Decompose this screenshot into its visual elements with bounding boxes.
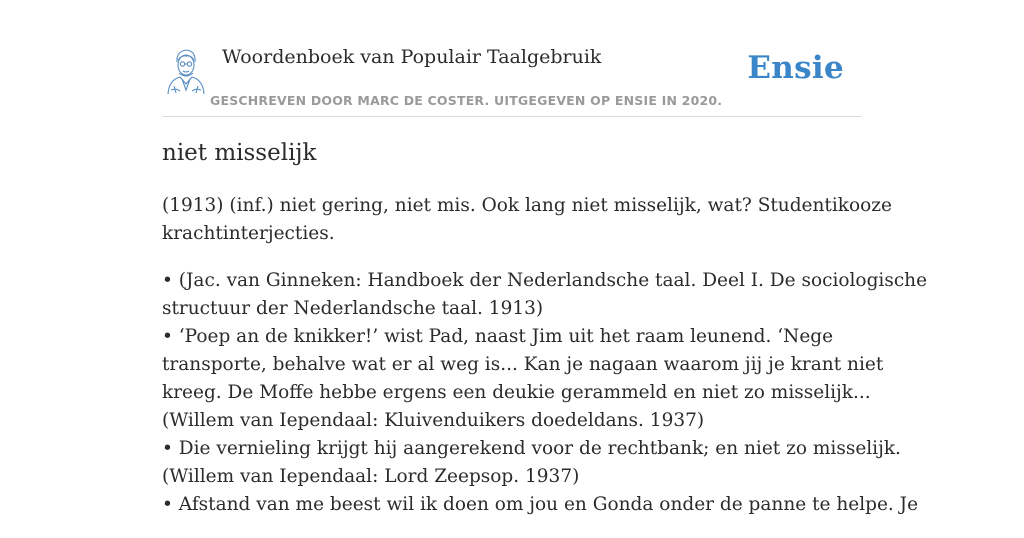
definition-line: (1913) (inf.) niet gering, niet mis. Ook lang niet misselijk, wat? Studentikooze [162, 195, 892, 216]
quote-line: transporte, behalve wat er al weg is... Kan je nagaan waarom jij je krant niet [162, 354, 884, 375]
entry-body [162, 192, 928, 538]
quote-line: structuur der Nederlandsche taal. 1913) [162, 298, 544, 319]
quote-line: • Die vernieling krijgt hij aangerekend voor de rechtbank; en niet zo misselijk. [162, 438, 901, 459]
quotes-paragraph [162, 267, 928, 519]
entry-title: niet misselijk [162, 140, 317, 166]
definition-paragraph [162, 192, 892, 248]
portrait-icon [164, 46, 208, 94]
quote-line: • ‘Poep an de knikker!’ wist Pad, naast Jim uit het raam leunend. ‘Nege [162, 326, 834, 347]
ensie-logo[interactable]: Ensie [747, 50, 844, 86]
quote-line: • (Jac. van Ginneken: Handboek der Nederlandsche taal. Deel I. De sociologische [162, 270, 928, 291]
book-title[interactable]: Woordenboek van Populair Taalgebruik [222, 46, 602, 68]
quote-line: • Afstand van me beest wil ik doen om jou en Gonda onder de panne te helpe. Je [162, 494, 919, 515]
definition-line: krachtinterjecties. [162, 223, 335, 244]
byline: GESCHREVEN DOOR MARC DE COSTER. UITGEGEVEN OP ENSIE IN 2020. [210, 93, 723, 108]
header [162, 40, 862, 117]
quote-line: (Willem van Iependaal: Lord Zeepsop. 1937) [162, 466, 580, 487]
quote-line: (Willem van Iependaal: Kluivenduikers doedeldans. 1937) [162, 410, 705, 431]
quote-line: kreeg. De Moffe hebbe ergens een deukie gerammeld en niet zo misselijk... [162, 382, 871, 403]
